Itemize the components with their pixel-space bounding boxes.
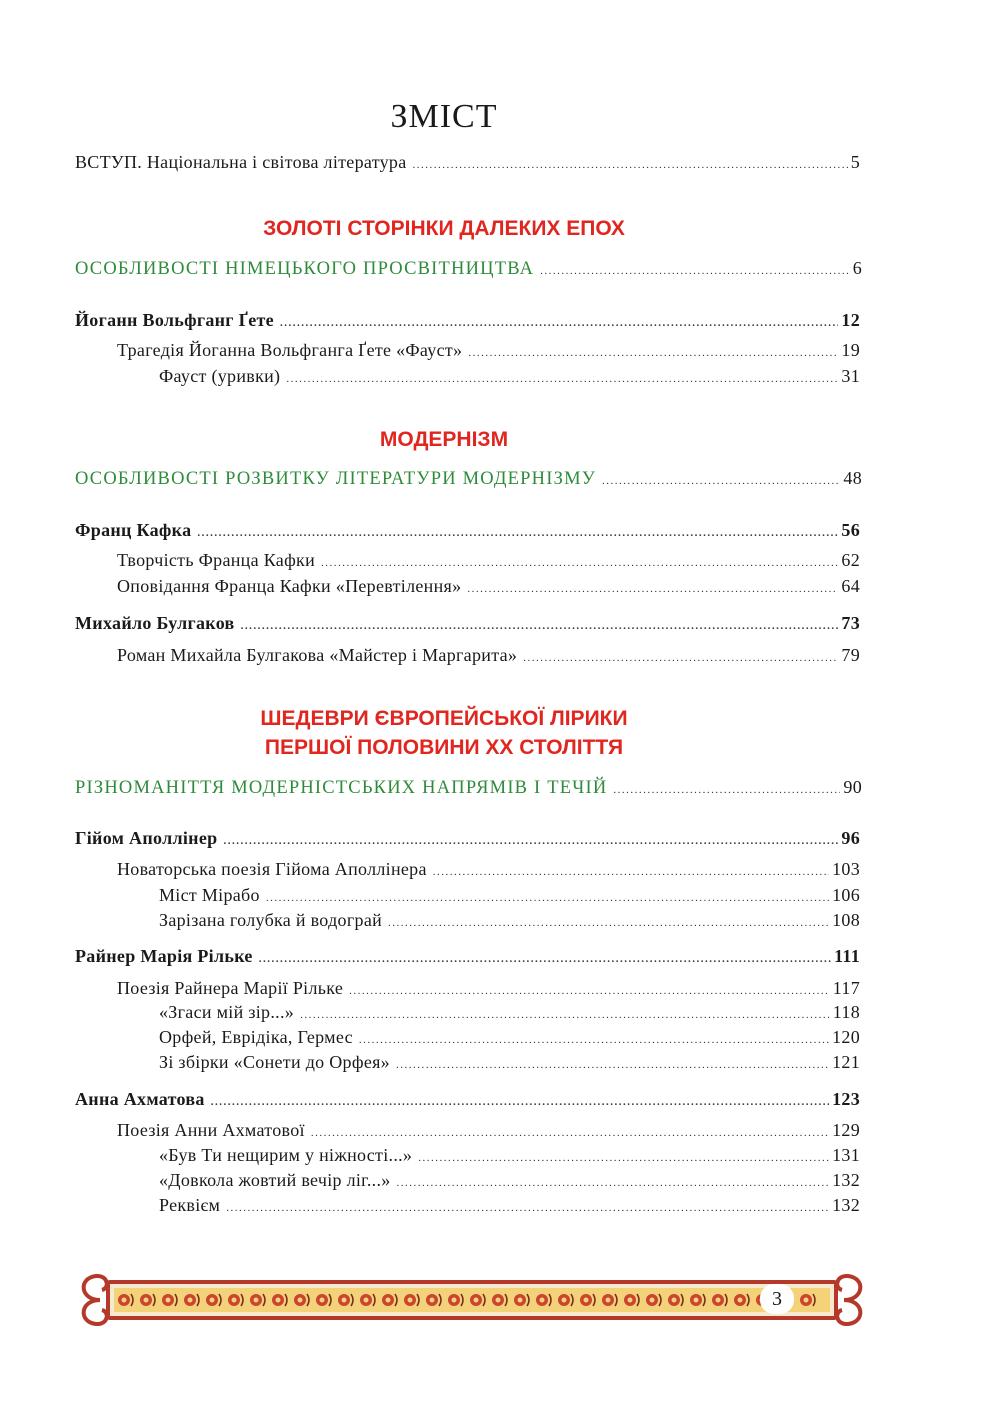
toc-entry-page: 108 bbox=[832, 910, 860, 930]
flower-center bbox=[518, 1298, 523, 1303]
leader-dots bbox=[266, 892, 829, 904]
toc-entry-page: 117 bbox=[832, 978, 860, 998]
flower-center bbox=[474, 1298, 479, 1303]
toc-entry-label: РІЗНОМАНІТТЯ МОДЕРНІСТСЬКИХ НАПРЯМІВ І ТЕЧІЙ bbox=[75, 778, 608, 798]
flower-center bbox=[122, 1298, 127, 1303]
flower-center bbox=[408, 1298, 413, 1303]
leader-dots bbox=[223, 835, 838, 847]
ornament-border bbox=[76, 1268, 868, 1332]
toc-entry-label: Поезія Анни Ахматової bbox=[117, 1120, 305, 1140]
toc-entry[interactable] bbox=[117, 978, 860, 999]
leader-dots bbox=[349, 985, 830, 997]
toc-entry-label: Фауст (уривки) bbox=[159, 366, 281, 386]
toc-chapter[interactable] bbox=[75, 258, 862, 280]
toc-entry[interactable] bbox=[159, 885, 860, 906]
flower-center bbox=[584, 1298, 589, 1303]
leader-dots bbox=[226, 1202, 829, 1214]
leader-dots bbox=[396, 1059, 829, 1071]
leader-dots bbox=[211, 1096, 829, 1108]
toc-entry-label: «Згаси мій зір...» bbox=[159, 1002, 295, 1022]
toc-entry-page: 131 bbox=[832, 1145, 860, 1165]
toc-entry-label: «Був Ти нещирим у ніжності...» bbox=[159, 1145, 413, 1165]
right-scroll-icon bbox=[837, 1276, 860, 1324]
toc-entry-label: Новаторська поезія Гійома Аполлінера bbox=[117, 859, 427, 879]
toc-entry-label: Творчість Франца Кафки bbox=[117, 550, 316, 570]
toc-entry-page: 64 bbox=[841, 576, 860, 596]
section-heading-3 bbox=[0, 704, 888, 762]
flower-center bbox=[144, 1298, 149, 1303]
flower-center bbox=[320, 1298, 325, 1303]
flower-center bbox=[650, 1298, 655, 1303]
toc-entry-page: 129 bbox=[832, 1120, 860, 1140]
leader-dots bbox=[467, 583, 838, 595]
flower-center bbox=[210, 1298, 215, 1303]
toc-entry-page: 31 bbox=[841, 366, 860, 386]
toc-entry-page: 48 bbox=[843, 468, 862, 488]
leader-dots bbox=[280, 317, 838, 329]
toc-entry-page: 106 bbox=[832, 885, 860, 905]
left-scroll-icon bbox=[84, 1276, 107, 1324]
leader-dots bbox=[359, 1034, 829, 1046]
leader-dots bbox=[286, 373, 838, 385]
toc-entry[interactable] bbox=[117, 550, 860, 571]
leader-dots bbox=[197, 527, 838, 539]
flower-center bbox=[254, 1298, 259, 1303]
toc-entry-label: Роман Михайла Булгакова «Майстер і Маргарита» bbox=[117, 645, 518, 665]
toc-entry[interactable] bbox=[117, 645, 860, 666]
toc-entry-page: 62 bbox=[841, 550, 860, 570]
toc-entry-page: 56 bbox=[841, 520, 860, 540]
flower-center bbox=[716, 1298, 721, 1303]
leader-dots bbox=[311, 1127, 829, 1139]
flower-center bbox=[628, 1298, 633, 1303]
toc-entry-label: Трагедія Йоганна Вольфганга Ґете «Фауст» bbox=[117, 340, 463, 360]
leader-dots bbox=[540, 265, 850, 277]
toc-entry-page: 12 bbox=[841, 310, 860, 330]
toc-entry-page: 118 bbox=[832, 1002, 860, 1022]
leader-dots bbox=[418, 1152, 829, 1164]
flower-center bbox=[188, 1298, 193, 1303]
toc-entry[interactable] bbox=[117, 576, 860, 597]
leader-dots bbox=[468, 347, 838, 359]
flower-center bbox=[276, 1298, 281, 1303]
flower-center bbox=[232, 1298, 237, 1303]
leader-dots bbox=[300, 1009, 830, 1021]
section-heading-line: ШЕДЕВРИ ЄВРОПЕЙСЬКОЇ ЛІРИКИ bbox=[260, 707, 628, 730]
flower-center bbox=[738, 1298, 743, 1303]
toc-entry[interactable] bbox=[159, 1145, 860, 1166]
leader-dots bbox=[433, 866, 829, 878]
toc-entry-page: 79 bbox=[841, 645, 860, 665]
toc-entry-page: 73 bbox=[841, 613, 860, 633]
toc-entry-label: Міст Мірабо bbox=[159, 885, 260, 905]
flower-center bbox=[166, 1298, 171, 1303]
toc-chapter[interactable] bbox=[75, 468, 862, 490]
toc-entry-page: 111 bbox=[834, 946, 860, 966]
toc-entry[interactable] bbox=[159, 1195, 860, 1216]
toc-entry-label: «Довкола жовтий вечір ліг...» bbox=[159, 1170, 391, 1190]
leader-dots bbox=[413, 159, 848, 171]
toc-entry-page: 96 bbox=[841, 828, 860, 848]
toc-entry[interactable] bbox=[159, 1027, 860, 1048]
toc-author[interactable] bbox=[75, 828, 860, 849]
section-heading-line: ПЕРШОЇ ПОЛОВИНИ XX СТОЛІТТЯ bbox=[264, 736, 624, 759]
toc-entry[interactable] bbox=[117, 340, 860, 361]
toc-entry-label: Реквієм bbox=[159, 1195, 221, 1215]
leader-dots bbox=[397, 1177, 830, 1189]
toc-entry-intro[interactable] bbox=[75, 152, 860, 173]
toc-entry-label: Зі збірки «Сонети до Орфея» bbox=[159, 1052, 390, 1072]
toc-author[interactable] bbox=[75, 1089, 860, 1110]
leader-dots bbox=[259, 953, 831, 965]
section-heading-2: МОДЕРНІЗМ bbox=[379, 428, 509, 451]
toc-entry[interactable] bbox=[159, 1170, 860, 1191]
toc-entry-label: Орфей, Еврідіка, Гермес bbox=[159, 1027, 353, 1047]
flower-center bbox=[496, 1298, 501, 1303]
toc-entry-label: ВСТУП. Національна і світова література bbox=[75, 152, 407, 172]
toc-entry-page: 19 bbox=[841, 340, 860, 360]
flower-center bbox=[364, 1298, 369, 1303]
toc-entry-label: Оповідання Франца Кафки «Перевтілення» bbox=[117, 576, 462, 596]
toc-entry-page: 120 bbox=[832, 1027, 860, 1047]
toc-entry-page: 90 bbox=[843, 777, 862, 797]
page-title: ЗМІСТ bbox=[390, 98, 498, 135]
toc-entry[interactable] bbox=[117, 859, 860, 880]
toc-entry-page: 121 bbox=[832, 1052, 860, 1072]
toc-entry[interactable] bbox=[159, 910, 860, 931]
flower-center bbox=[452, 1298, 457, 1303]
toc-entry-label: Зарізана голубка й водограй bbox=[159, 910, 383, 930]
toc-entry-label: Гійом Аполлінер bbox=[75, 828, 218, 848]
toc-entry-page: 123 bbox=[832, 1089, 860, 1109]
toc-entry-label: Анна Ахматова bbox=[75, 1089, 205, 1109]
flower-center bbox=[298, 1298, 303, 1303]
page-number: 3 bbox=[760, 1284, 794, 1314]
leader-dots bbox=[602, 475, 840, 487]
toc-entry-page: 103 bbox=[832, 859, 860, 879]
flower-center bbox=[342, 1298, 347, 1303]
toc-author[interactable] bbox=[75, 520, 860, 541]
toc-entry-label: ОСОБЛИВОСТІ НІМЕЦЬКОГО ПРОСВІТНИЦТВА bbox=[75, 259, 535, 279]
toc-entry[interactable] bbox=[159, 1002, 860, 1023]
toc-entry[interactable] bbox=[117, 1120, 860, 1141]
toc-entry[interactable] bbox=[159, 366, 860, 387]
toc-chapter[interactable] bbox=[75, 777, 862, 799]
flower-center bbox=[672, 1298, 677, 1303]
leader-dots bbox=[241, 620, 839, 632]
leader-dots bbox=[388, 917, 829, 929]
toc-entry-page: 5 bbox=[850, 152, 860, 172]
toc-entry-label: ОСОБЛИВОСТІ РОЗВИТКУ ЛІТЕРАТУРИ МОДЕРНІЗМУ bbox=[75, 469, 597, 489]
toc-entry[interactable] bbox=[159, 1052, 860, 1073]
flower-center bbox=[386, 1298, 391, 1303]
toc-entry-label: Йоганн Вольфганг Ґете bbox=[75, 310, 274, 330]
flower-center bbox=[606, 1298, 611, 1303]
toc-author[interactable] bbox=[75, 310, 860, 331]
flower-center bbox=[540, 1298, 545, 1303]
toc-author[interactable] bbox=[75, 613, 860, 634]
toc-entry-label: Райнер Марія Рільке bbox=[75, 946, 253, 966]
section-heading-1: ЗОЛОТІ СТОРІНКИ ДАЛЕКИХ ЕПОХ bbox=[263, 217, 625, 240]
flower-center bbox=[804, 1298, 809, 1303]
toc-entry-page: 132 bbox=[832, 1170, 860, 1190]
leader-dots bbox=[523, 652, 838, 664]
leader-dots bbox=[321, 557, 838, 569]
flower-center bbox=[694, 1298, 699, 1303]
flower-center bbox=[562, 1298, 567, 1303]
flower-center bbox=[430, 1298, 435, 1303]
leader-dots bbox=[613, 784, 840, 796]
toc-entry-page: 6 bbox=[852, 258, 862, 278]
toc-entry-page: 132 bbox=[832, 1195, 860, 1215]
toc-entry-label: Франц Кафка bbox=[75, 520, 192, 540]
toc-entry-label: Поезія Райнера Марії Рільке bbox=[117, 978, 344, 998]
toc-author[interactable] bbox=[75, 946, 860, 967]
toc-entry-label: Михайло Булгаков bbox=[75, 613, 235, 633]
